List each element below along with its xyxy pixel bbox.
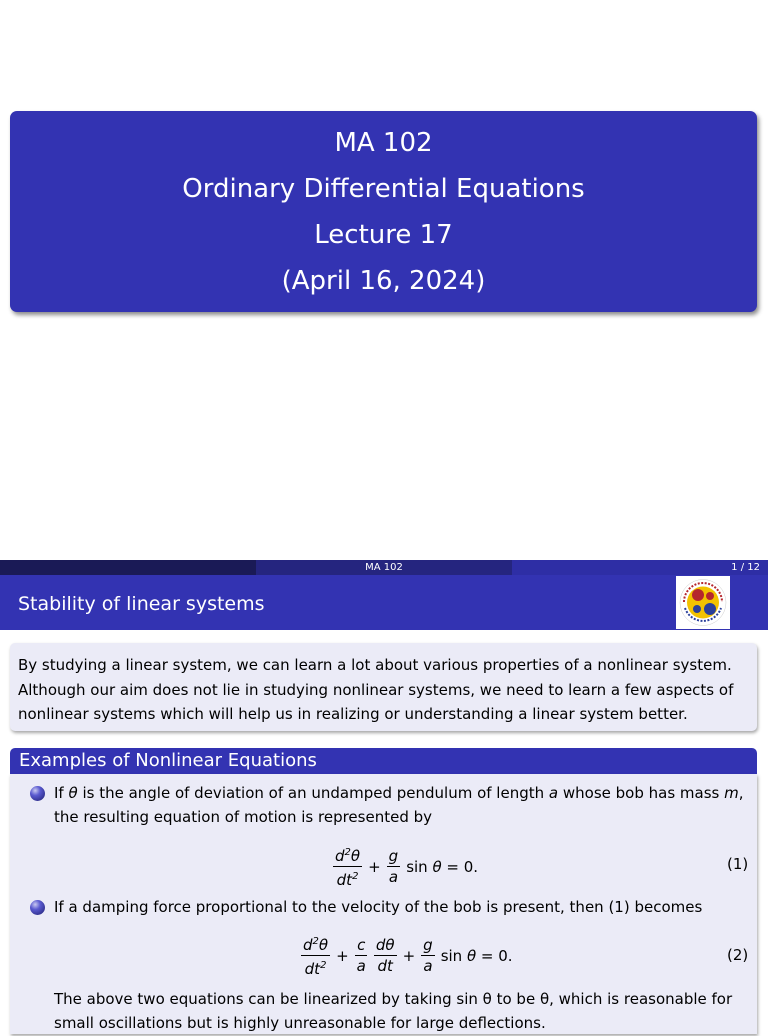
course-title: Ordinary Differential Equations (182, 173, 585, 204)
intro-block (10, 643, 757, 731)
header-bar (0, 560, 768, 575)
eq1-frac-d2theta: $\frac{d^2\theta}{dt^2}$ (333, 843, 362, 890)
eq2-frac-c-a: $\frac{c}{a}$ (356, 936, 366, 975)
course-code: MA 102 (334, 127, 433, 158)
header-right (512, 560, 768, 575)
equation-1-number: (1) (727, 855, 749, 873)
lecture-date: (April 16, 2024) (281, 265, 486, 296)
item1-text-b: is the angle of deviation of an undamped pendulum of length (77, 784, 549, 802)
item1-line2: the resulting equation of motion is represented by (54, 808, 433, 826)
linearize-line1: The above two equations can be linearized by taking sin θ to be θ, which is reasonable for (54, 990, 733, 1008)
item1-mass-var: m (724, 784, 739, 802)
item1-line1 (54, 781, 744, 806)
header-left (0, 560, 256, 575)
eq1-frac-g-a: $\frac{g}{a}$ (388, 847, 399, 886)
bullet-icon (30, 900, 45, 915)
eq2-frac-g-a: $\frac{g}{a}$ (423, 936, 433, 975)
linearize-line2: small oscillations but is highly unreasonable for large deflections. (54, 1014, 546, 1032)
intro-line: By studying a linear system, we can learn a lot about various properties of a nonlinear system. (18, 656, 732, 674)
item1-theta: θ (68, 784, 78, 802)
header-center-text: MA 102 (256, 560, 512, 575)
eq2-frac-dtheta: $\frac{d\theta}{dt}$ (375, 936, 395, 975)
lecture-number: Lecture 17 (314, 219, 453, 250)
title-box (10, 111, 757, 312)
equation-2-number: (2) (727, 946, 749, 964)
eq2-frac-d2theta: $\frac{d^2\theta}{dt^2}$ (301, 932, 330, 979)
item1-length-var: a (548, 784, 559, 802)
item1-text-d: , (738, 784, 744, 802)
equation-1: $\frac{d^2\theta}{dt^2}$ + $\frac{g}{a}$ sin θ = 0. (330, 843, 478, 890)
bullet-icon (30, 786, 45, 801)
item2-line: If a damping force proportional to the velocity of the bob is present, then (1) becomes (54, 898, 703, 916)
intro-line: Although our aim does not lie in studying nonlinear systems, we need to learn a few aspects of (18, 680, 734, 699)
item1-text-a: If (54, 784, 69, 802)
frame-title: Stability of linear systems (18, 593, 265, 615)
equation-2: $\frac{d^2\theta}{dt^2}$ + $\frac{c}{a}$ $\frac{d\theta}{dt}$ + $\frac{g}{a}$ sin θ = 0. (298, 932, 513, 979)
logo-emblem-icon (676, 576, 730, 629)
page-indicator: 1 / 12 (731, 562, 760, 573)
intro-line: nonlinear systems which will help us in realizing or understanding a linear system better. (18, 705, 688, 723)
institute-logo (676, 576, 730, 629)
examples-heading: Examples of Nonlinear Equations (10, 748, 757, 774)
item1-text-c: whose bob has mass (558, 784, 725, 802)
